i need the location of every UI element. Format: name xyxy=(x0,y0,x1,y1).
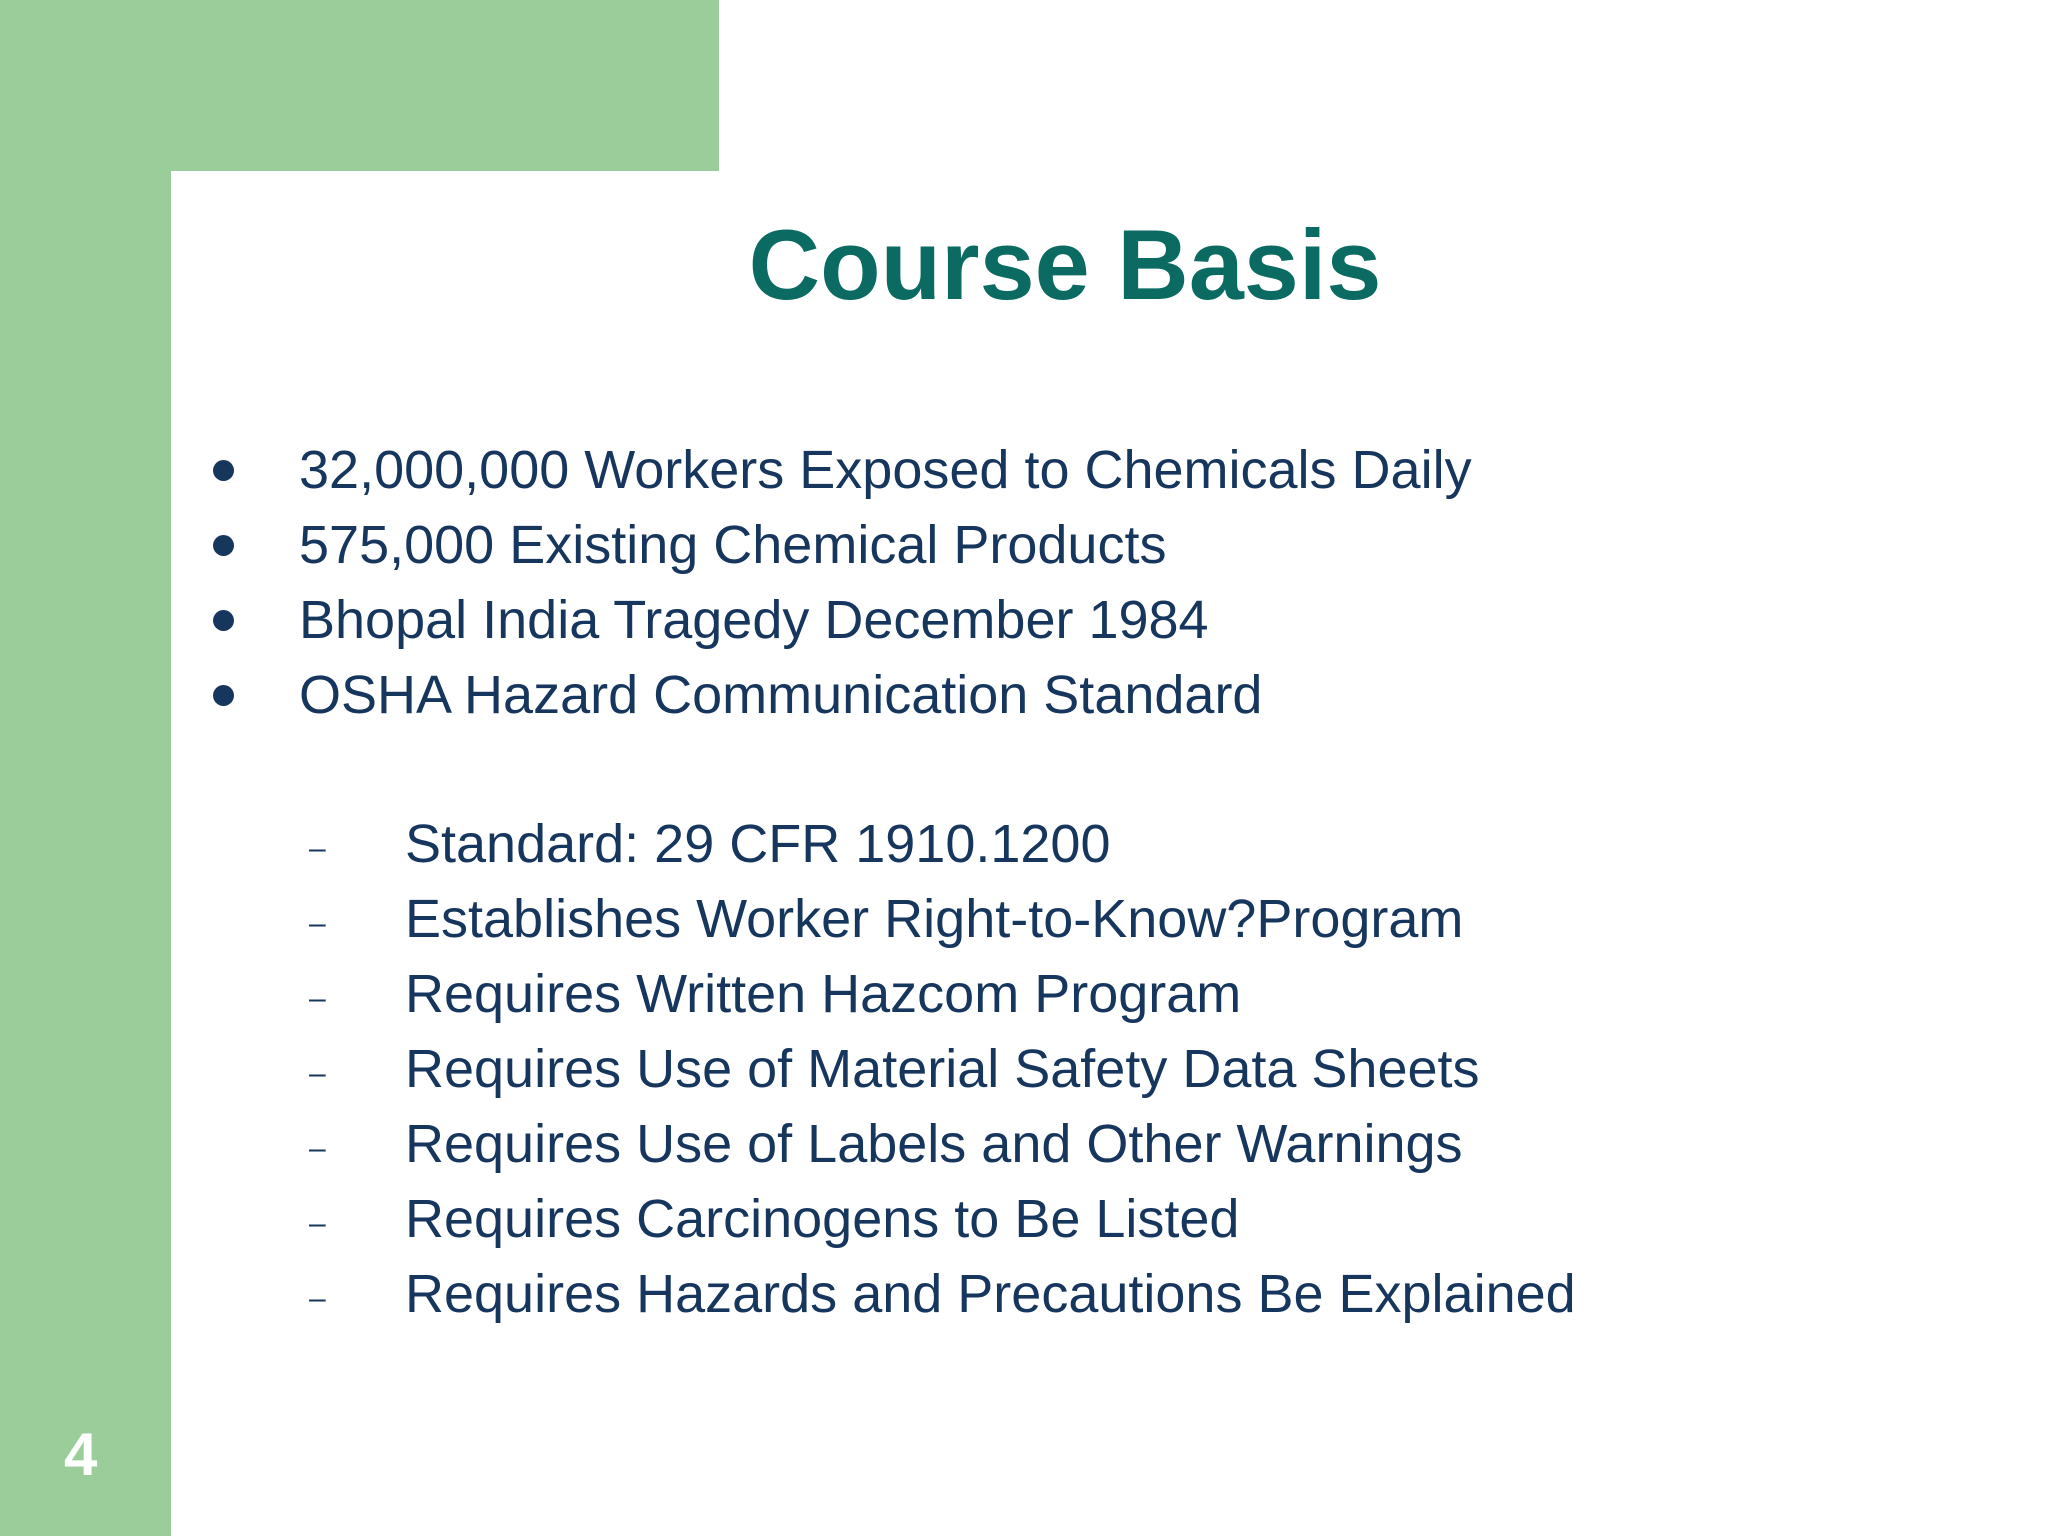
sub-bullet-text: Requires Written Hazcom Program xyxy=(405,964,1242,1024)
bullet-dot-icon xyxy=(213,535,234,556)
bullet-text: 32,000,000 Workers Exposed to Chemicals Daily xyxy=(299,440,1472,500)
sub-bullet-text: Establishes Worker Right-to-Know?Program xyxy=(405,889,1464,949)
sub-bullet-item xyxy=(0,881,1700,957)
sub-bullet-marker: – xyxy=(309,1057,326,1090)
page-number: 4 xyxy=(64,1421,98,1488)
sub-bullet-item xyxy=(0,1031,1700,1107)
sub-bullet-text: Requires Carcinogens to Be Listed xyxy=(405,1189,1240,1249)
sub-bullet-item xyxy=(0,956,1700,1032)
sub-bullet-item xyxy=(0,1106,1700,1182)
sub-bullet-item xyxy=(0,1256,1700,1332)
bullet-text: 575,000 Existing Chemical Products xyxy=(299,515,1167,575)
bullet-dot-icon xyxy=(213,460,234,481)
bullet-item xyxy=(0,432,1700,508)
bullet-text: Bhopal India Tragedy December 1984 xyxy=(299,590,1209,650)
sub-bullet-marker: – xyxy=(309,832,326,865)
sub-bullet-marker: – xyxy=(309,1132,326,1165)
sub-bullet-text: Requires Hazards and Precautions Be Explained xyxy=(405,1264,1576,1324)
sub-bullet-marker: – xyxy=(309,1282,326,1315)
bullet-item xyxy=(0,507,1700,583)
bullet-item xyxy=(0,582,1700,658)
sub-bullet-marker: – xyxy=(309,982,326,1015)
sub-bullet-item xyxy=(0,1181,1700,1257)
bullet-dot-icon xyxy=(213,610,234,631)
sub-bullet-marker: – xyxy=(309,907,326,940)
bullet-text: OSHA Hazard Communication Standard xyxy=(299,665,1263,725)
bullet-item xyxy=(0,657,1700,733)
bullet-dot-icon xyxy=(213,685,234,706)
sub-bullet-text: Requires Use of Material Safety Data Sheets xyxy=(405,1039,1480,1099)
slide-title: Course Basis xyxy=(748,209,1382,320)
sub-bullet-text: Standard: 29 CFR 1910.1200 xyxy=(405,814,1111,874)
sub-bullet-text: Requires Use of Labels and Other Warnings xyxy=(405,1114,1463,1174)
sub-bullet-item xyxy=(0,806,1700,882)
sub-bullet-marker: – xyxy=(309,1207,326,1240)
